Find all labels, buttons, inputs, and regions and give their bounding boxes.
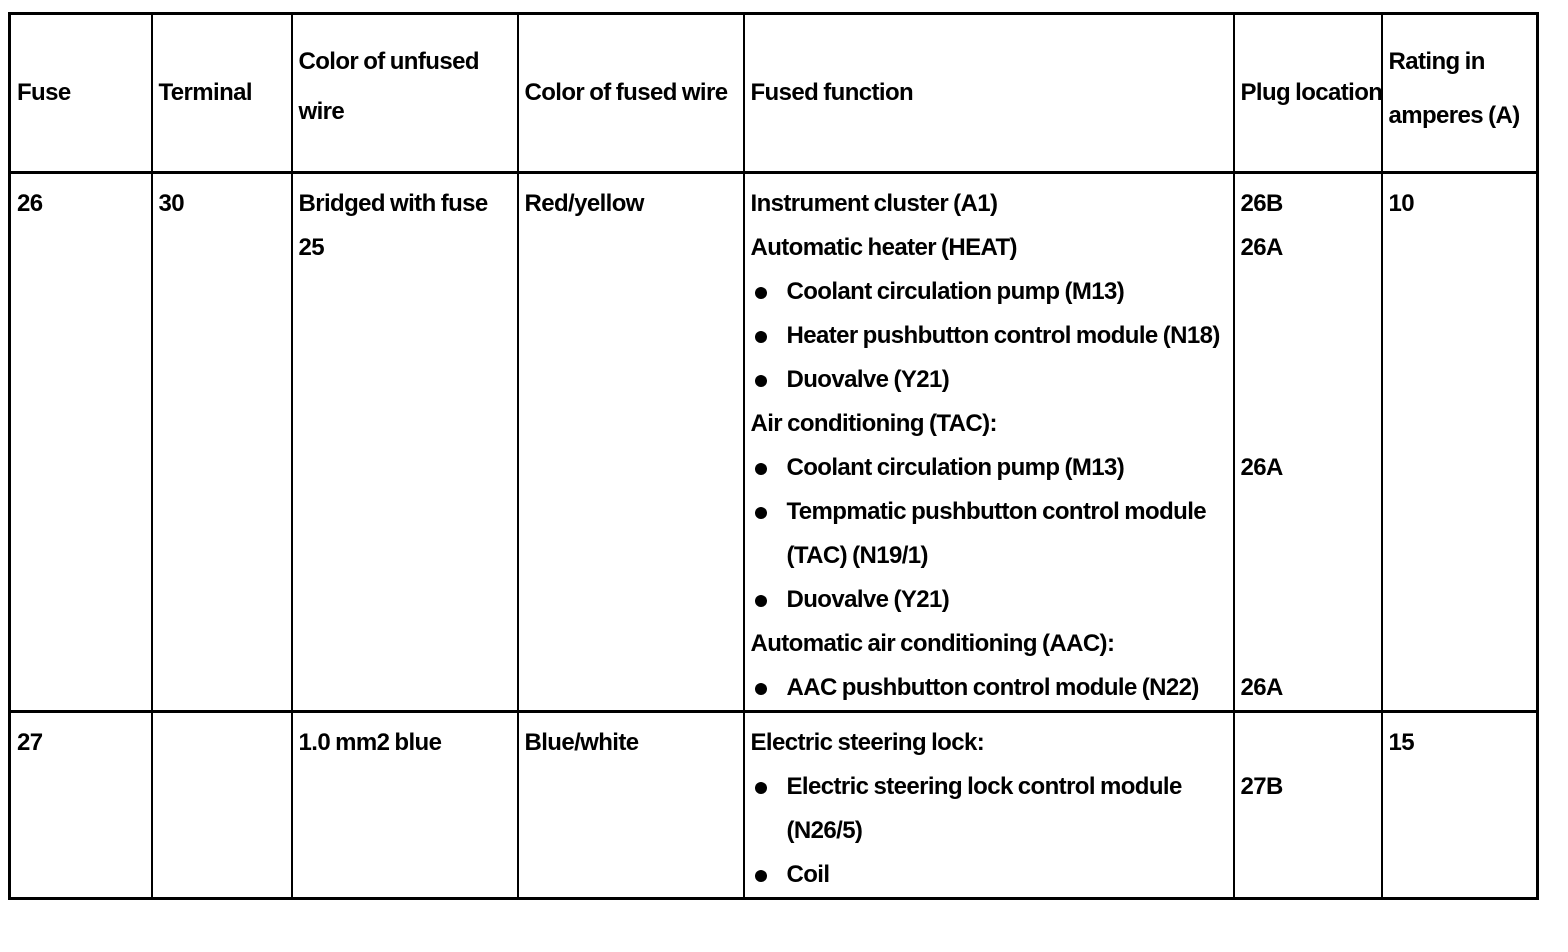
cell-fused-color: Blue/white <box>518 712 744 899</box>
cell-fuse: 26 <box>10 173 152 712</box>
plug-value <box>1241 270 1375 314</box>
function-bullet-item: Heater pushbutton control module (N18) <box>751 314 1227 358</box>
header-fuse: Fuse <box>10 14 152 173</box>
bullet-icon <box>755 375 767 387</box>
bullet-icon <box>755 870 767 882</box>
plug-value: 26A <box>1240 674 1283 701</box>
function-bullet-item: Tempmatic pushbutton control module (TAC) (N19/1) <box>751 490 1227 578</box>
plug-value: 27B <box>1240 773 1283 800</box>
plug-value <box>1241 314 1375 358</box>
header-plug: Plug location <box>1234 14 1382 173</box>
plug-value <box>1241 534 1375 578</box>
function-bullet-item: Duovalve (Y21) <box>751 578 1227 622</box>
bullet-icon <box>755 507 767 519</box>
function-line: Electric steering lock: <box>750 729 985 756</box>
function-bullet-item: Coil <box>751 853 1227 897</box>
cell-terminal <box>152 712 292 899</box>
function-bullet-item: Coolant circulation pump (M13) <box>751 270 1227 314</box>
cell-function <box>744 173 1234 712</box>
cell-rating: 15 <box>1382 712 1538 899</box>
plug-value: 26B <box>1240 190 1283 217</box>
function-bullet-item: Electric steering lock control module (N26/5) <box>751 765 1227 853</box>
plug-value <box>1241 358 1375 402</box>
cell-fused-color: Red/yellow <box>518 173 744 712</box>
bullet-icon <box>755 463 767 475</box>
cell-function <box>744 712 1234 899</box>
header-fused-color: Color of fused wire <box>518 14 744 173</box>
function-bullet-item: AAC pushbutton control module (N22) <box>751 666 1227 710</box>
bullet-icon <box>755 287 767 299</box>
function-line: Instrument cluster (A1) <box>750 190 998 217</box>
cell-rating: 10 <box>1382 173 1538 712</box>
table-row <box>10 712 1538 899</box>
header-unfused-color: Color of unfused wire <box>292 14 518 173</box>
header-rating: Rating in amperes (A) <box>1382 14 1538 173</box>
plug-value: 26A <box>1240 454 1283 481</box>
plug-value <box>1241 721 1375 765</box>
bullet-icon <box>755 683 767 695</box>
header-row <box>10 14 1538 173</box>
function-line: Automatic air conditioning (AAC): <box>750 630 1115 657</box>
cell-plug <box>1234 712 1382 899</box>
bullet-icon <box>755 782 767 794</box>
plug-value: 26A <box>1240 234 1283 261</box>
bullet-icon <box>755 595 767 607</box>
cell-fuse: 27 <box>10 712 152 899</box>
header-function: Fused function <box>744 14 1234 173</box>
cell-terminal: 30 <box>152 173 292 712</box>
cell-unfused-color: Bridged with fuse 25 <box>292 173 518 712</box>
plug-value <box>1241 490 1375 534</box>
cell-unfused-color: 1.0 mm2 blue <box>292 712 518 899</box>
fuse-table <box>8 12 1539 900</box>
cell-plug <box>1234 173 1382 712</box>
function-bullet-item: Duovalve (Y21) <box>751 358 1227 402</box>
plug-value <box>1241 578 1375 622</box>
plug-value <box>1241 402 1375 446</box>
function-line: Air conditioning (TAC): <box>750 410 997 437</box>
table-row <box>10 173 1538 712</box>
header-terminal: Terminal <box>152 14 292 173</box>
bullet-icon <box>755 331 767 343</box>
function-line: Automatic heater (HEAT) <box>750 234 1017 261</box>
plug-value <box>1241 622 1375 666</box>
function-bullet-item: Coolant circulation pump (M13) <box>751 446 1227 490</box>
